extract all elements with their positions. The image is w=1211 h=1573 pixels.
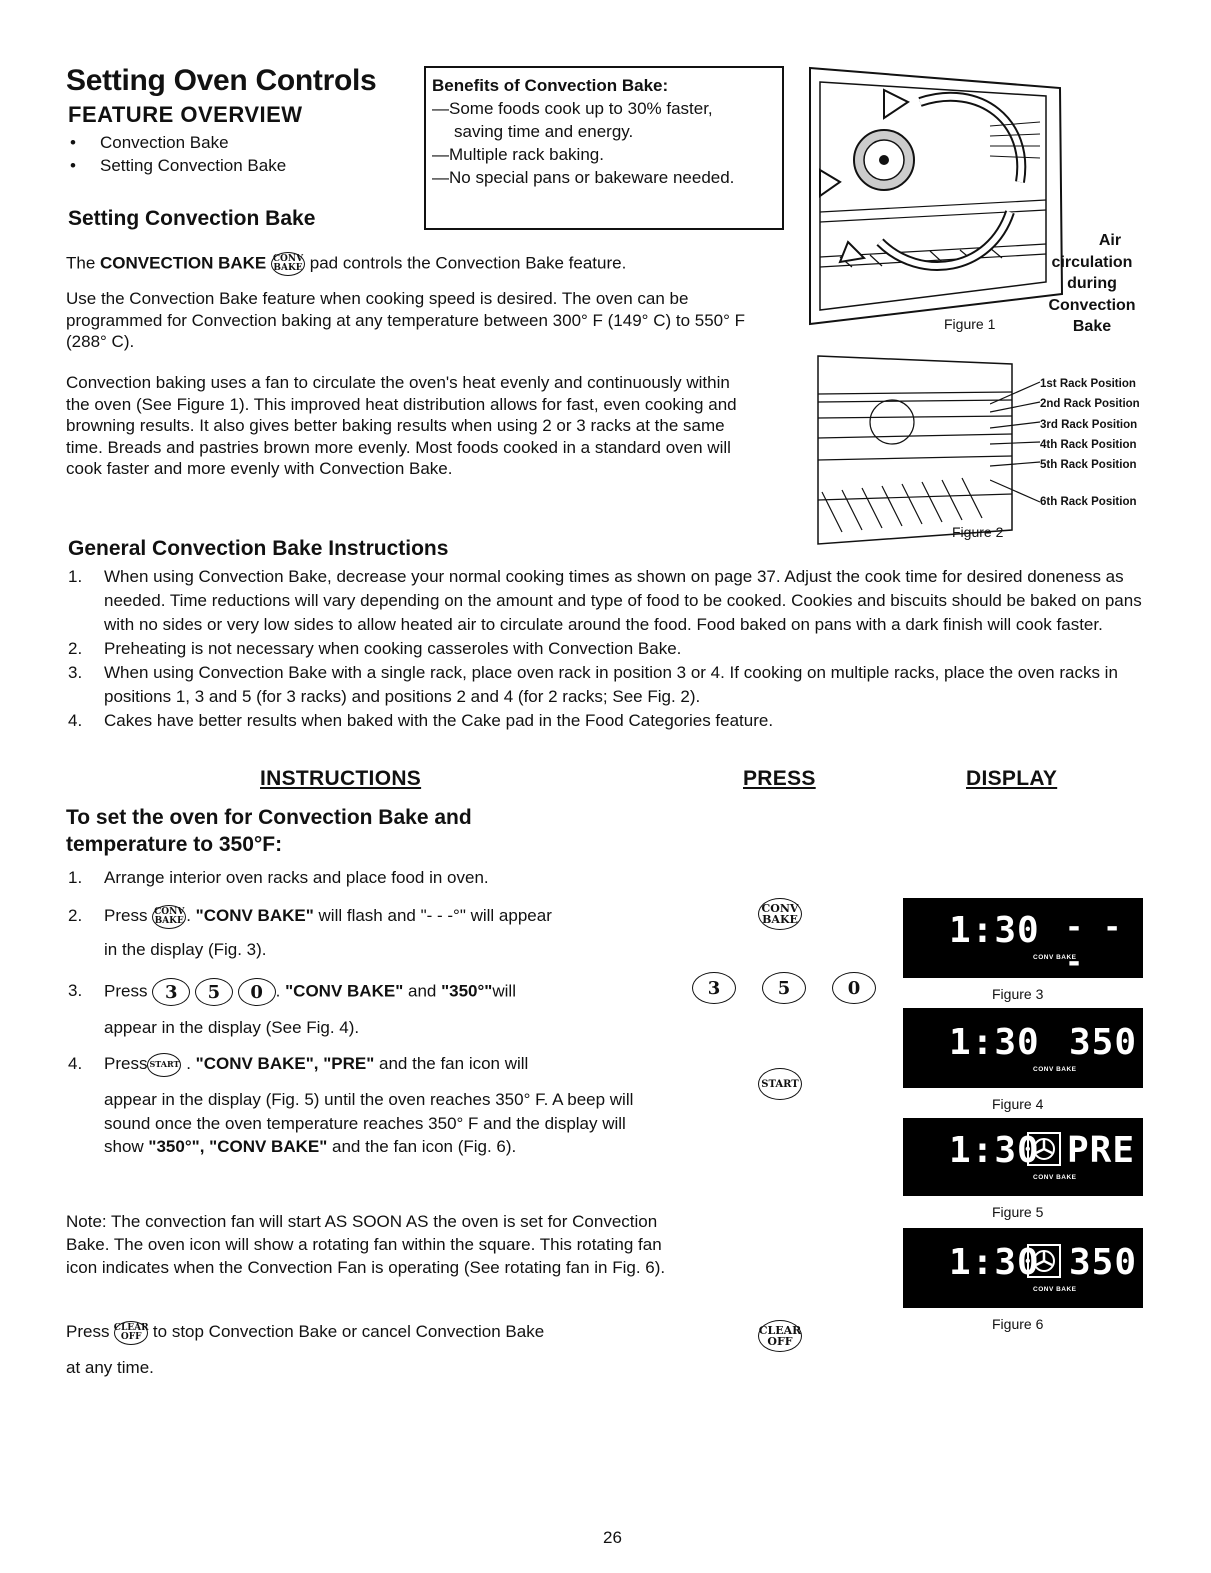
feature-overview-heading: FEATURE OVERVIEW <box>68 102 303 127</box>
rack-position-6: 6th Rack Position <box>1040 496 1137 508</box>
note-paragraph: Note: The convection fan will start AS SOON AS the oven is set for Convection Bake. The oven icon will show a rotating fan within the square. This rotating fan icon indicates when the Convection Fan is operating (See rotating fan in Fig. 6). <box>66 1212 666 1277</box>
convection-bake-bold: CONVECTION BAKE <box>100 253 267 273</box>
rack-position-4: 4th Rack Position <box>1040 438 1137 451</box>
figure1-oven-illustration <box>800 62 1072 342</box>
conv-bake-pad-icon: CONV BAKE <box>152 905 186 929</box>
convection-paragraph: Convection baking uses a fan to circulate the oven's heat evenly and continuously within the oven (See Figure 1). This improved heat distribution allows for fast, even cooking and browning results. It also gives better baking results when using 2 or 3 racks at the same time. Breads and pastries brown more evenly. Most foods cooked in a standard oven will cook faster and more evenly with Convection Bake. <box>66 373 737 478</box>
procedure-heading: To set the oven for Convection Bake and temperature to 350°F: <box>66 806 472 856</box>
display-figure4: 1:30 350 CONV BAKE <box>903 1008 1143 1088</box>
figure6-caption: Figure 6 <box>992 1316 1044 1332</box>
clear-off-pad-icon: CLEAR OFF <box>114 1321 148 1345</box>
press-digit-0-pad: 0 <box>832 972 876 1004</box>
display-column-heading: DISPLAY <box>966 767 1058 790</box>
conv-bake-pad-icon: CONV BAKE <box>271 252 305 276</box>
convection-pad-paragraph: The CONVECTION BAKE CONV BAKE pad controls the Convection Bake feature. <box>66 252 766 276</box>
general-heading: General Convection Bake Instructions <box>68 537 449 560</box>
feature-list <box>68 131 286 177</box>
rack-position-5: 5th Rack Position <box>1040 459 1137 472</box>
fan-icon <box>1027 1132 1061 1166</box>
clear-instruction-cont: at any time. <box>66 1358 154 1377</box>
benefit-line: saving time and energy. <box>454 122 634 141</box>
start-pad-icon: START <box>147 1053 181 1077</box>
general-instructions-list <box>66 565 1146 733</box>
display-figure5: 1:30 PRE CONV BAKE <box>903 1118 1143 1196</box>
press-column-heading: PRESS <box>743 767 816 790</box>
fan-icon <box>1027 1244 1061 1278</box>
digit-5-pad-icon: 5 <box>195 978 233 1006</box>
step-2: 2. Press CONV BAKE . "CONV BAKE" will flash and "- - -°" will appear <box>68 904 552 929</box>
feature-item: • Convection Bake <box>68 131 286 154</box>
temperature-paragraph: Use the Convection Bake feature when cooking speed is desired. The oven can be programmed for Convection baking at any temperature between 300° F (149° C) to 550° F (288° C). <box>66 289 746 351</box>
benefit-line: —Some foods cook up to 30% faster, <box>432 99 713 118</box>
digit-0-pad-icon: 0 <box>238 978 276 1006</box>
figure3-caption: Figure 3 <box>992 986 1044 1002</box>
rack-position-2: 2nd Rack Position <box>1040 398 1140 411</box>
general-item: 4. Cakes have better results when baked with the Cake pad in the Food Categories feature. <box>68 711 774 730</box>
figure1-caption: Figure 1 <box>944 316 996 332</box>
rack-labels <box>1040 374 1140 475</box>
press-clear-off-pad: CLEAR OFF <box>758 1320 802 1352</box>
page-title: Setting Oven Controls <box>66 64 377 97</box>
feature-item: • Setting Convection Bake <box>68 154 286 177</box>
benefits-title: Benefits of Convection Bake: <box>432 76 669 95</box>
digit-3-pad-icon: 3 <box>152 978 190 1006</box>
general-item: 2. Preheating is not necessary when cooking casseroles with Convection Bake. <box>68 639 682 658</box>
display-figure6: 1:30 350 CONV BAKE <box>903 1228 1143 1308</box>
benefit-line: —Multiple rack baking. <box>432 145 604 164</box>
step-4: 4. Press START . "CONV BAKE", "PRE" and the fan icon will <box>68 1052 528 1077</box>
rack-position-3: 3rd Rack Position <box>1040 418 1138 431</box>
step-4-cont: appear in the display (Fig. 5) until the oven reaches 350° F. A beep will sound once the oven temperature reaches 350° F and the display will show "350°", "CONV BAKE" and the fan icon (Fig. 6). <box>104 1090 634 1156</box>
figure5-caption: Figure 5 <box>992 1204 1044 1220</box>
press-conv-bake-pad: CONV BAKE <box>758 898 802 930</box>
press-digit-3-pad: 3 <box>692 972 736 1004</box>
general-item: 1. When using Convection Bake, decrease your normal cooking times as shown on page 37. Adjust the cook time for desired doneness as needed. Time reductions will vary depending on the amount and type of food to be cooked. Cookies and biscuits should be baked on pans with no sides or very low sides to allow heated air to circulate around the food. Food baked on pans with a dark finish will cook faster. <box>68 567 1142 634</box>
clear-instruction: Press CLEAR OFF to stop Convection Bake or cancel Convection Bake <box>66 1320 544 1345</box>
figure2-caption: Figure 2 <box>952 524 1004 540</box>
step-3-cont: appear in the display (See Fig. 4). <box>104 1018 360 1037</box>
press-digit-5-pad: 5 <box>762 972 806 1004</box>
step-3: 3. Press 3 5 0 . "CONV BAKE" and "350°"will <box>68 978 516 1006</box>
benefit-line: —No special pans or bakeware needed. <box>432 168 735 187</box>
press-start-pad: START <box>758 1068 802 1100</box>
step-1: 1. Arrange interior oven racks and place food in oven. <box>68 868 489 887</box>
oven-airflow-svg <box>800 62 1072 342</box>
setting-heading: Setting Convection Bake <box>68 207 316 230</box>
display-figure3: 1:30 - - - CONV BAKE <box>903 898 1143 978</box>
figure4-caption: Figure 4 <box>992 1096 1044 1112</box>
step-2-cont: in the display (Fig. 3). <box>104 940 267 959</box>
benefits-box <box>424 66 784 230</box>
figure1-label: Air circulation during Convection Bake <box>1048 232 1136 335</box>
rack-leader-lines <box>990 370 1042 510</box>
rack-position-1: 1st Rack Position <box>1040 378 1136 390</box>
general-item: 3. When using Convection Bake with a single rack, place oven rack in position 3 or 4. If cooking on multiple racks, place the oven racks in positions 1, 3 and 5 (for 3 racks) and positions 2 and 4 (for 2 racks; See Fig. 2). <box>68 663 1118 706</box>
page-number: 26 <box>603 1528 622 1547</box>
instructions-column-heading: INSTRUCTIONS <box>260 767 422 790</box>
